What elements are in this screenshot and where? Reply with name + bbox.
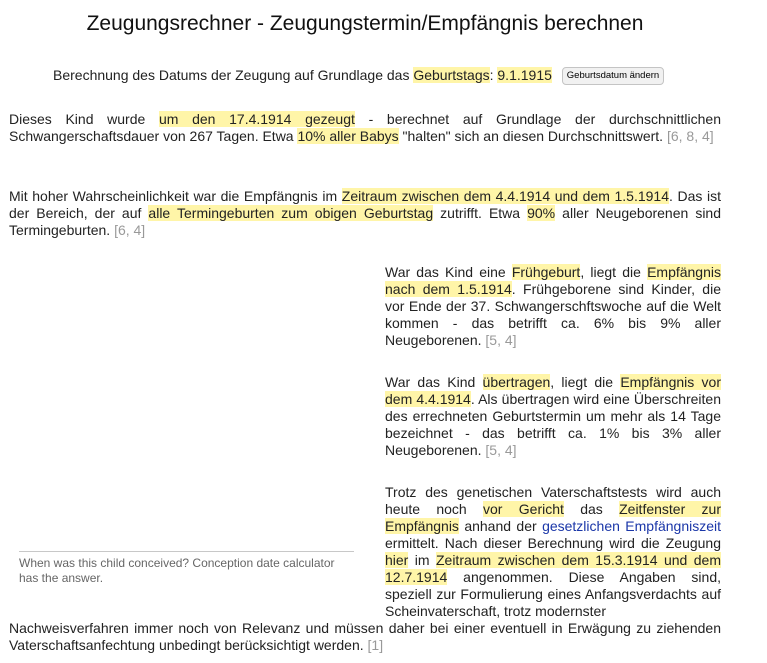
text-segment: . Frühgeborene sind Kinder, die vor Ende der 37. Schwangerschftswoche auf die Welt kommen - das betrifft ca. 6% bis 9% aller Neugeborenen.	[385, 281, 721, 348]
text-segment: Dieses Kind wurde	[9, 111, 159, 127]
overdue-birth-paragraph	[385, 374, 721, 459]
text-segment: - berechnet auf Grundlage der durchschnittlichen Schwangerschaftsdauer von 267 Tagen. Etwa	[9, 111, 722, 144]
highlight-overdue: übertragen	[482, 374, 551, 390]
birthdate-line-text: Berechnung des Datums der Zeugung auf Grundlage das	[53, 67, 414, 83]
birthdate-line	[53, 67, 664, 85]
text-segment: . Als übertragen wird eine Überschreiten des errechneten Geburtstermin um mehr als 14 Tage bezeichnet - das betrifft ca. 1% bis 3% aller Neugeborenen.	[385, 391, 721, 458]
premature-birth-paragraph	[385, 264, 721, 349]
reference-citation: [5, 4]	[485, 442, 517, 458]
reference-citation: [6, 8, 4]	[666, 128, 714, 144]
legal-conception-period-link[interactable]: gesetzlichen Empfängniszeit	[542, 518, 721, 534]
highlight-legal-period: Zeitraum zwischen dem 15.3.1914 und dem 12.7.1914	[385, 552, 722, 585]
birthday-highlight: Geburtstags	[413, 67, 490, 83]
highlight-court: vor Gericht	[483, 501, 564, 517]
legal-conception-paragraph-continued	[9, 620, 721, 654]
highlight-conceived-date: um den 17.4.1914 gezeugt	[158, 111, 355, 127]
conception-date-paragraph	[9, 111, 721, 145]
highlight-term-births: alle Termingeburten zum obigen Geburtstag	[148, 205, 434, 221]
highlight-period: Zeitraum zwischen dem 4.4.1914 und dem 1.5.1914	[341, 188, 669, 204]
birthdate-value: 9.1.1915	[497, 67, 552, 83]
text-segment: "halten" sich an diesen Durchschnittswert.	[398, 128, 667, 144]
page-title: Zeugungsrechner - Zeugungstermin/Empfängnis berechnen	[86, 12, 644, 35]
text-segment: zutrifft. Etwa	[433, 205, 528, 221]
text-segment: . Das ist der Bereich, der auf	[9, 188, 721, 221]
text-segment: im	[408, 552, 436, 568]
reference-citation: [6, 4]	[114, 222, 146, 238]
text-segment: anhand der	[458, 518, 543, 534]
reference-citation: [5, 4]	[485, 332, 517, 348]
text-segment: Nachweisverfahren immer noch von Relevanz und müssen daher bei einer eventuell in Erwägung zu ziehenden Vaterschaftsanfechtung unbedingt berücksichtigt werden.	[9, 620, 721, 653]
text-segment: War das Kind eine	[385, 264, 512, 280]
image-caption-box	[19, 551, 354, 586]
highlight-time-window: Zeitfenster zur Empfängnis	[385, 501, 722, 534]
highlight-percentage: 90%	[527, 205, 556, 221]
birthdate-colon: :	[489, 67, 498, 83]
text-segment: Trotz des genetischen Vaterschaftstests wird auch heute noch	[385, 484, 721, 517]
highlight-percentage: 10% aller Babys	[297, 128, 399, 144]
text-segment: , liegt die	[550, 374, 621, 390]
highlight-here: hier	[385, 552, 409, 568]
conception-period-paragraph	[9, 188, 721, 239]
text-segment: ermittelt. Nach dieser Berechnung wird die Zeugung	[385, 535, 721, 551]
text-segment: , liegt die	[580, 264, 648, 280]
highlight-conception-before: Empfängnis vor dem 4.4.1914	[385, 374, 721, 407]
reference-citation: [1]	[367, 637, 384, 653]
text-segment: Mit hoher Wahrscheinlichkeit war die Empfängnis im	[9, 188, 342, 204]
highlight-conception-after: Empfängnis nach dem 1.5.1914	[385, 264, 721, 297]
legal-conception-paragraph	[385, 484, 721, 620]
text-segment: aller Neugeborenen sind Termingeburten.	[9, 205, 722, 238]
change-birthdate-button[interactable]: Geburtsdatum ändern	[562, 67, 664, 85]
text-segment: War das Kind	[385, 374, 483, 390]
text-segment: das	[563, 501, 620, 517]
text-segment: angenommen. Diese Angaben sind, speziell zur Formulierung eines Anfangsverdachts auf Scheinvaterschaft, trotz modernster	[385, 569, 721, 619]
highlight-premature: Frühgeburt	[511, 264, 581, 280]
image-caption: When was this child conceived? Conception date calculator has the answer.	[19, 556, 335, 585]
